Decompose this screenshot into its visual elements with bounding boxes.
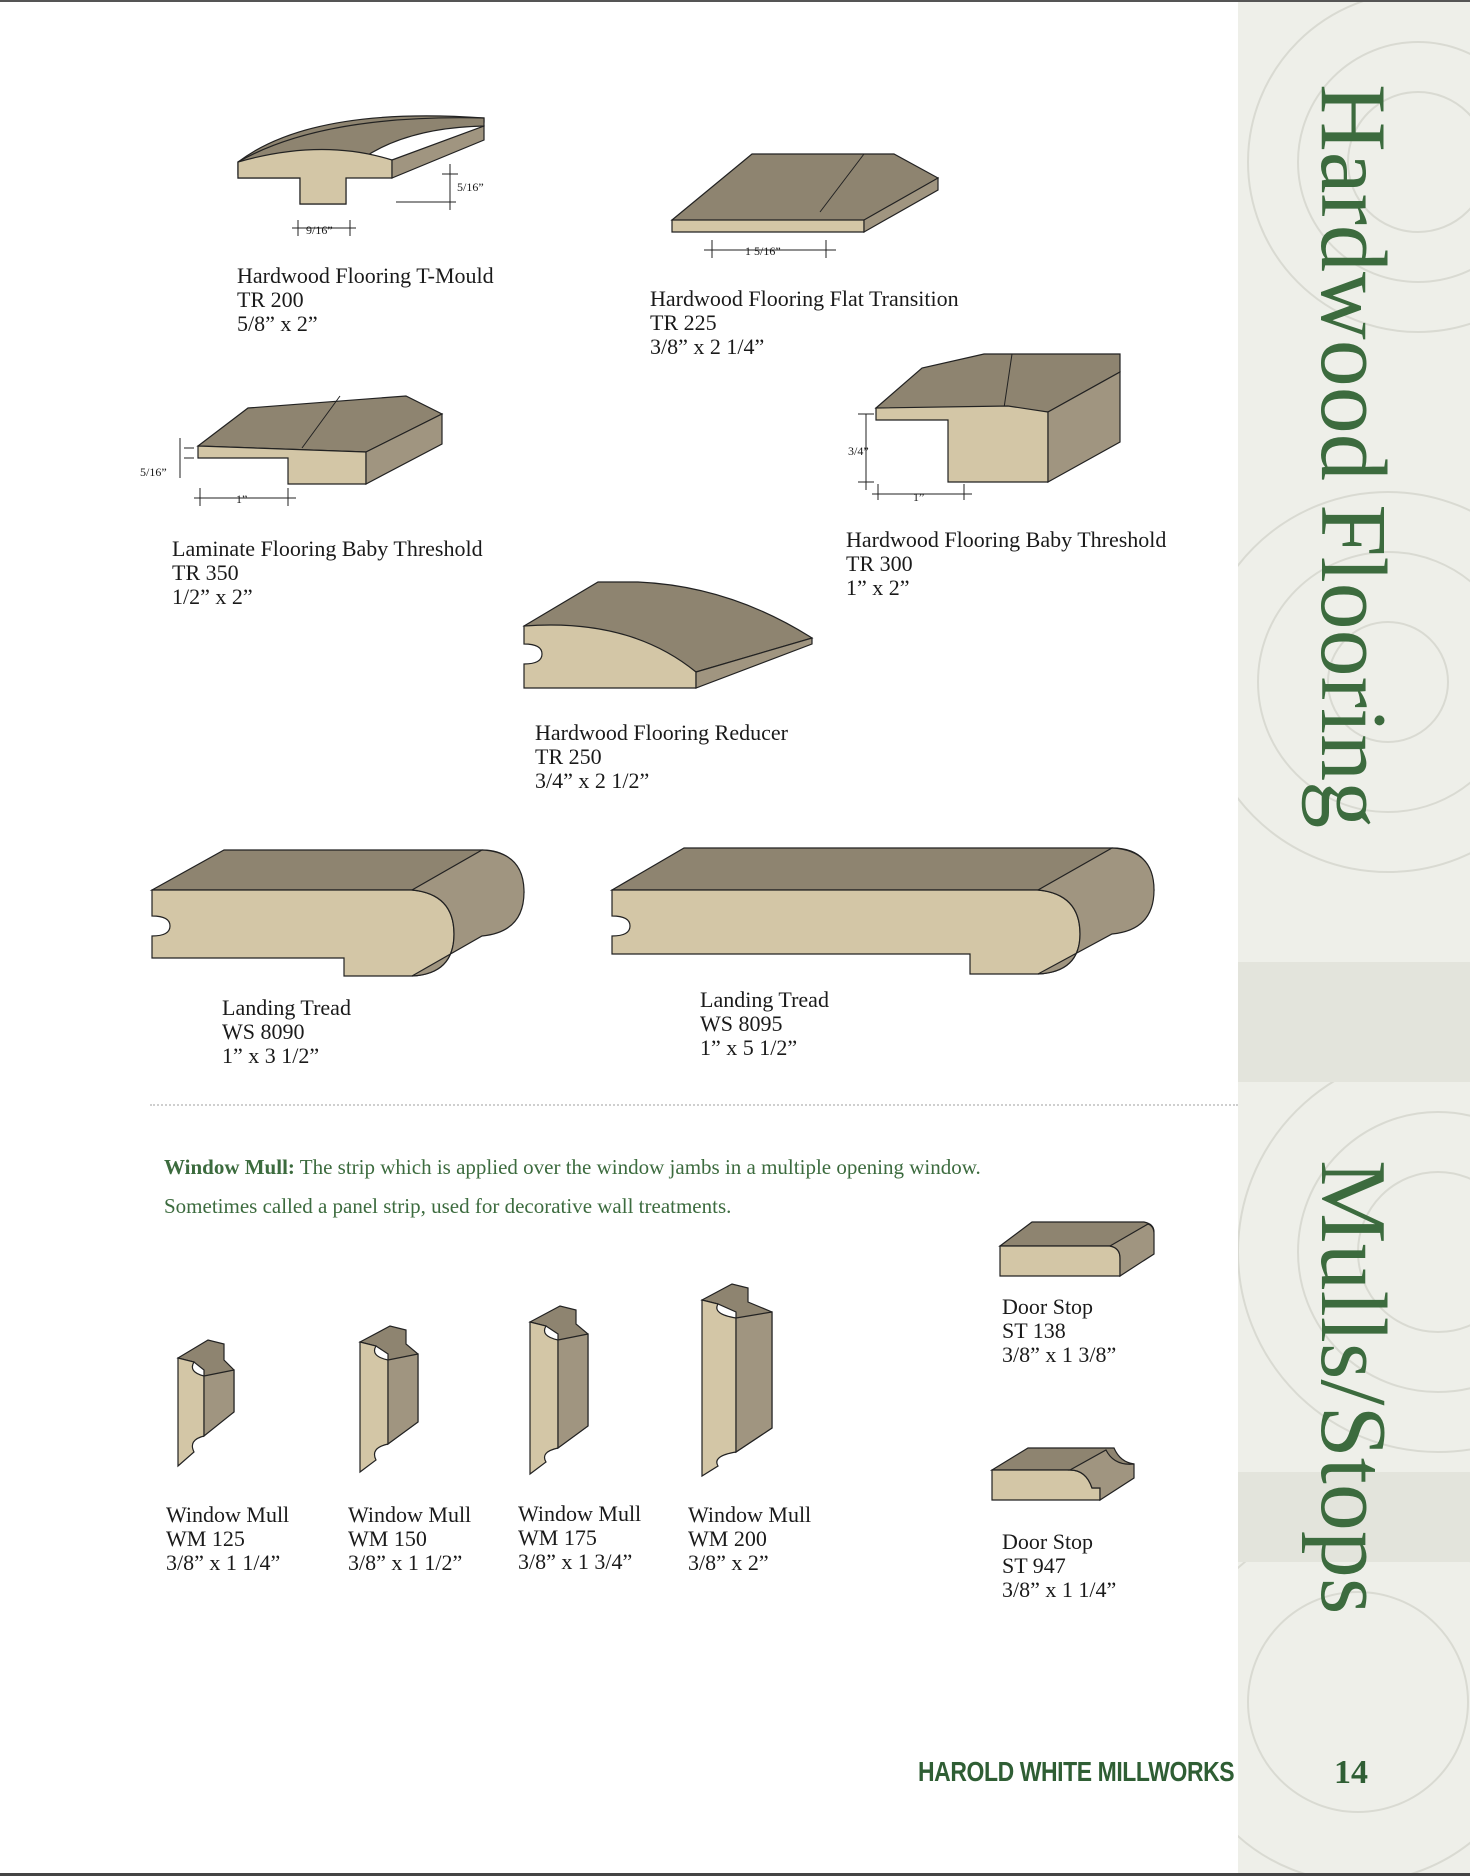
laminate-baby-threshold-drawing bbox=[170, 390, 450, 510]
product-name: Window Mull bbox=[348, 1502, 472, 1527]
landing-tread-8095-caption bbox=[700, 988, 829, 1060]
product-size: 3/8” x 1 3/8” bbox=[1002, 1342, 1117, 1367]
section-title-hardwood-flooring: Hardwood Flooring bbox=[1301, 84, 1405, 829]
window-mull-125-drawing bbox=[174, 1336, 254, 1470]
product-name: Hardwood Flooring Reducer bbox=[535, 720, 788, 745]
product-code: TR 350 bbox=[172, 560, 239, 585]
product-size: 1” x 5 1/2” bbox=[700, 1035, 798, 1060]
flat-transition-drawing bbox=[668, 150, 948, 260]
hardwood-baby-threshold-caption bbox=[846, 528, 1166, 600]
t-mould-dim-width: 9/16” bbox=[306, 223, 333, 237]
product-code: TR 200 bbox=[237, 287, 304, 312]
product-name: Landing Tread bbox=[222, 995, 351, 1020]
product-code: WM 150 bbox=[348, 1526, 427, 1551]
product-size: 3/4” x 2 1/2” bbox=[535, 768, 650, 793]
product-name: Hardwood Flooring T-Mould bbox=[237, 263, 494, 288]
product-size: 3/8” x 2 1/4” bbox=[650, 334, 765, 359]
door-stop-947-caption bbox=[1002, 1530, 1116, 1602]
landing-tread-8090-caption bbox=[222, 996, 351, 1068]
product-code: WM 200 bbox=[688, 1526, 767, 1551]
laminate-baby-dim-width: 1” bbox=[236, 492, 248, 506]
product-name: Landing Tread bbox=[700, 987, 829, 1012]
window-mull-125-caption bbox=[166, 1503, 289, 1575]
product-size: 1/2” x 2” bbox=[172, 584, 253, 609]
product-code: WM 175 bbox=[518, 1525, 597, 1550]
product-name: Door Stop bbox=[1002, 1529, 1094, 1554]
window-mull-175-drawing bbox=[526, 1302, 606, 1478]
door-stop-138-caption bbox=[1002, 1295, 1116, 1367]
product-name: Window Mull bbox=[518, 1501, 642, 1526]
section-divider bbox=[150, 1104, 1238, 1106]
t-mould-drawing bbox=[232, 104, 502, 244]
footer-brand: HAROLD WHITE MILLWORKS bbox=[918, 1756, 1235, 1787]
product-name: Hardwood Flooring Baby Threshold bbox=[846, 527, 1167, 552]
hardwood-baby-dim-width: 1” bbox=[913, 490, 925, 504]
product-code: TR 300 bbox=[846, 551, 913, 576]
product-size: 3/8” x 1 1/4” bbox=[1002, 1577, 1117, 1602]
product-code: ST 947 bbox=[1002, 1553, 1066, 1578]
t-mould-dim-height: 5/16” bbox=[457, 180, 484, 194]
window-mull-150-caption bbox=[348, 1503, 471, 1575]
laminate-baby-dim-height: 5/16” bbox=[140, 465, 167, 479]
window-mull-definition: The strip which is applied over the window jambs in a multiple opening window. Sometimes called a panel strip, used for decorative wall treatments. bbox=[164, 1155, 981, 1218]
t-mould-caption bbox=[237, 264, 494, 336]
product-name: Door Stop bbox=[1002, 1294, 1094, 1319]
product-size: 1” x 3 1/2” bbox=[222, 1043, 320, 1068]
product-size: 1” x 2” bbox=[846, 575, 910, 600]
product-code: WM 125 bbox=[166, 1526, 245, 1551]
product-name: Hardwood Flooring Flat Transition bbox=[650, 286, 959, 311]
window-mull-200-caption bbox=[688, 1503, 811, 1575]
door-stop-947-drawing bbox=[988, 1444, 1138, 1504]
hardwood-baby-threshold-drawing bbox=[852, 350, 1122, 500]
flat-transition-caption bbox=[650, 287, 959, 359]
product-size: 5/8” x 2” bbox=[237, 311, 318, 336]
product-code: TR 225 bbox=[650, 310, 717, 335]
product-name: Window Mull bbox=[688, 1502, 812, 1527]
reducer-caption bbox=[535, 721, 788, 793]
product-code: TR 250 bbox=[535, 744, 602, 769]
window-mull-term: Window Mull: bbox=[164, 1155, 295, 1179]
section-title-mulls-stops: Mulls/Stops bbox=[1301, 1160, 1405, 1615]
window-mull-150-drawing bbox=[356, 1322, 436, 1476]
door-stop-138-drawing bbox=[996, 1218, 1156, 1280]
landing-tread-8095-drawing bbox=[608, 844, 1158, 978]
window-mull-200-drawing bbox=[698, 1280, 778, 1480]
window-mull-description bbox=[164, 1148, 1044, 1226]
flat-transition-dim: 1 5/16” bbox=[745, 244, 781, 258]
window-mull-175-caption bbox=[518, 1502, 641, 1574]
laminate-baby-threshold-caption bbox=[172, 537, 483, 609]
landing-tread-8090-drawing bbox=[148, 846, 528, 980]
product-code: WS 8090 bbox=[222, 1019, 305, 1044]
product-name: Laminate Flooring Baby Threshold bbox=[172, 536, 483, 561]
product-size: 3/8” x 1 1/2” bbox=[348, 1550, 463, 1575]
hardwood-baby-dim-height: 3/4” bbox=[848, 444, 869, 458]
product-code: ST 138 bbox=[1002, 1318, 1066, 1343]
product-size: 3/8” x 1 1/4” bbox=[166, 1550, 281, 1575]
product-code: WS 8095 bbox=[700, 1011, 783, 1036]
product-size: 3/8” x 1 3/4” bbox=[518, 1549, 633, 1574]
product-size: 3/8” x 2” bbox=[688, 1550, 769, 1575]
page-number: 14 bbox=[1334, 1754, 1368, 1791]
reducer-drawing bbox=[520, 578, 820, 698]
product-name: Window Mull bbox=[166, 1502, 290, 1527]
